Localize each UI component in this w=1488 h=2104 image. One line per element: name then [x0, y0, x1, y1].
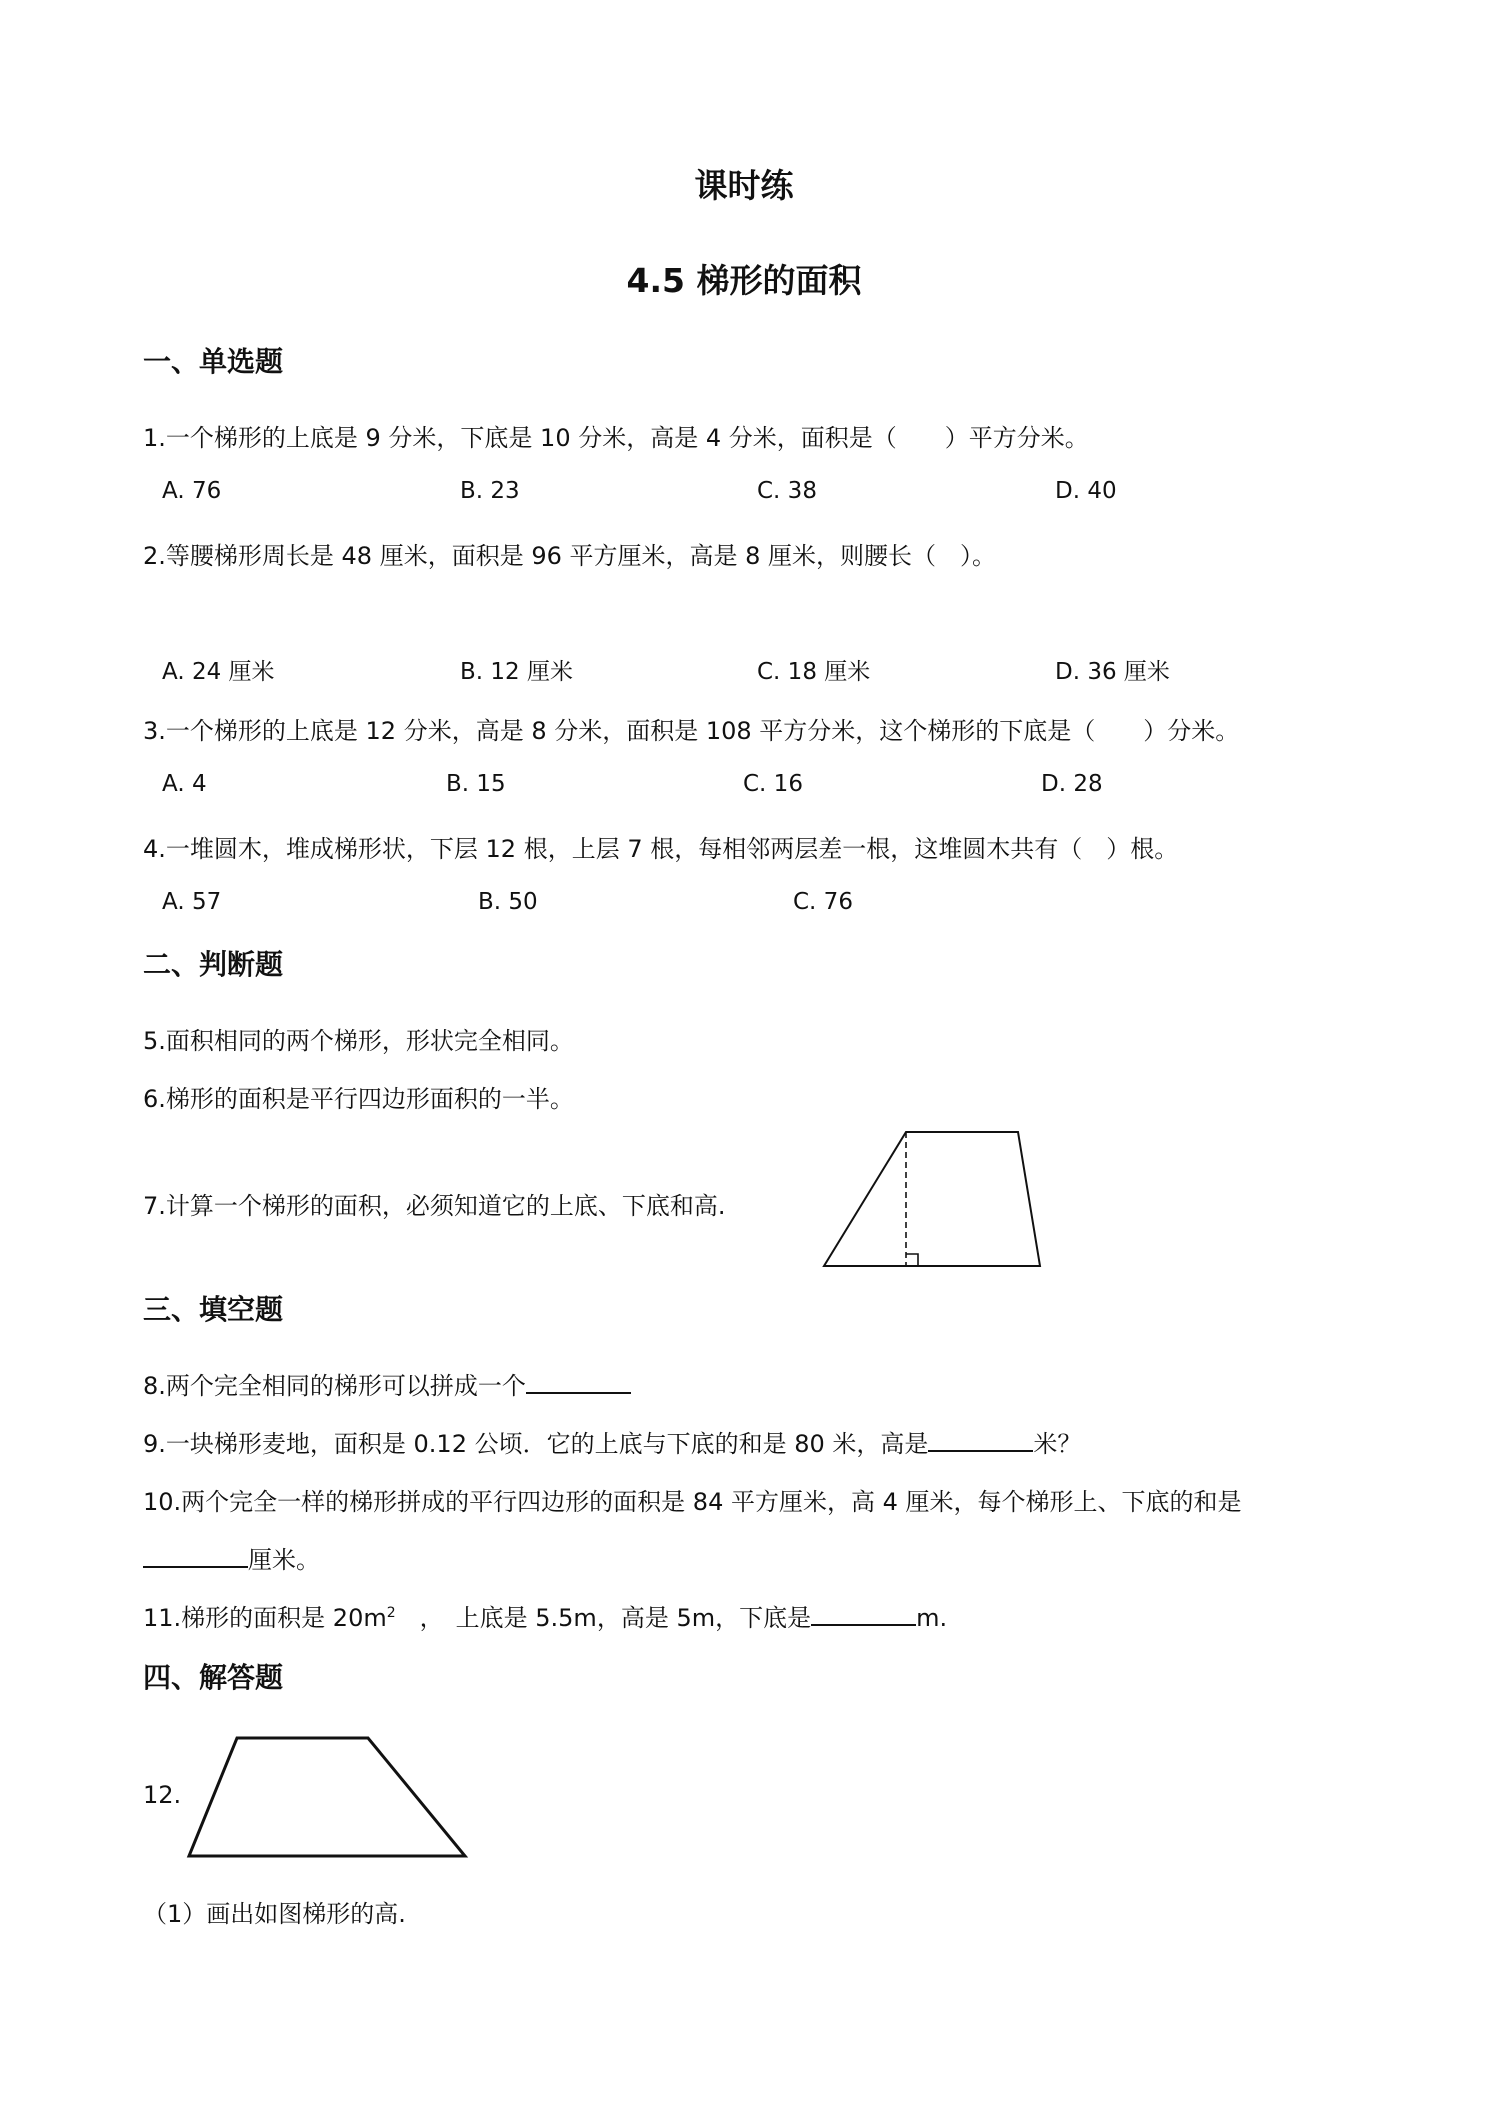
question-12-part-1: （1）画出如图梯形的高.	[143, 1900, 406, 1928]
q1-option-a: A. 76	[162, 478, 222, 504]
trapezoid-figure	[185, 1732, 470, 1862]
q1-option-c: C. 38	[757, 478, 817, 504]
question-10-continued	[143, 1540, 320, 1575]
page-title: 课时练	[694, 166, 794, 205]
question-3: 3.一个梯形的上底是 12 分米，高是 8 分米，面积是 108 平方分米，这个梯形的下底是（ ）分米。	[143, 717, 1240, 745]
question-11-text: 11.梯形的面积是 20m	[143, 1604, 387, 1632]
q3-option-a: A. 4	[162, 771, 207, 797]
question-11-mid: ， 上底是 5.5m，高是 5m，下底是	[395, 1604, 812, 1632]
question-5: 5.面积相同的两个梯形，形状完全相同。	[143, 1027, 574, 1055]
q2-option-a: A. 24 厘米	[162, 659, 275, 685]
answer-blank[interactable]	[143, 1544, 248, 1568]
question-6: 6.梯形的面积是平行四边形面积的一半。	[143, 1085, 574, 1113]
superscript-2: 2	[386, 1605, 396, 1621]
question-4: 4.一堆圆木，堆成梯形状，下层 12 根，上层 7 根，每相邻两层差一根，这堆圆木共有（ ）根。	[143, 835, 1179, 863]
section-heading-single-choice: 一、单选题	[143, 345, 284, 378]
question-7: 7.计算一个梯形的面积，必须知道它的上底、下底和高.	[143, 1192, 726, 1220]
q1-option-b: B. 23	[460, 478, 520, 504]
question-10: 10.两个完全一样的梯形拼成的平行四边形的面积是 84 平方厘米，高 4 厘米，每个梯形上、下底的和是	[143, 1488, 1242, 1516]
q2-option-b: B. 12 厘米	[460, 659, 573, 685]
q4-option-b: B. 50	[478, 889, 538, 915]
question-1: 1.一个梯形的上底是 9 分米，下底是 10 分米，高是 4 分米，面积是（ ）平方分米。	[143, 424, 1089, 452]
q2-option-d: D. 36 厘米	[1055, 659, 1170, 685]
question-8	[143, 1366, 631, 1401]
q1-option-d: D. 40	[1055, 478, 1117, 504]
answer-blank[interactable]	[526, 1370, 631, 1394]
question-10-unit: 厘米。	[248, 1546, 320, 1574]
q3-option-b: B. 15	[446, 771, 506, 797]
answer-blank[interactable]	[811, 1602, 916, 1626]
section-heading-true-false: 二、判断题	[143, 948, 284, 981]
question-9-unit: 米？	[1033, 1430, 1082, 1458]
question-9-text: 9.一块梯形麦地，面积是 0.12 公顷．它的上底与下底的和是 80 米，高是	[143, 1430, 929, 1458]
question-8-text: 8.两个完全相同的梯形可以拼成一个	[143, 1372, 526, 1400]
q2-option-c: C. 18 厘米	[757, 659, 871, 685]
question-11	[143, 1598, 947, 1633]
q4-option-c: C. 76	[793, 889, 853, 915]
answer-blank[interactable]	[928, 1428, 1033, 1452]
q3-option-c: C. 16	[743, 771, 803, 797]
page-subtitle: 4.5 梯形的面积	[626, 261, 862, 300]
section-heading-answer: 四、解答题	[143, 1661, 284, 1694]
section-heading-fill-blank: 三、填空题	[143, 1293, 284, 1326]
question-11-unit: m.	[916, 1604, 948, 1632]
trapezoid-figure-with-height	[820, 1128, 1050, 1270]
question-2: 2.等腰梯形周长是 48 厘米，面积是 96 平方厘米，高是 8 厘米，则腰长（ ）。	[143, 542, 997, 570]
question-12-number: 12.	[143, 1781, 182, 1809]
q3-option-d: D. 28	[1041, 771, 1103, 797]
q4-option-a: A. 57	[162, 889, 222, 915]
question-9	[143, 1424, 1081, 1459]
